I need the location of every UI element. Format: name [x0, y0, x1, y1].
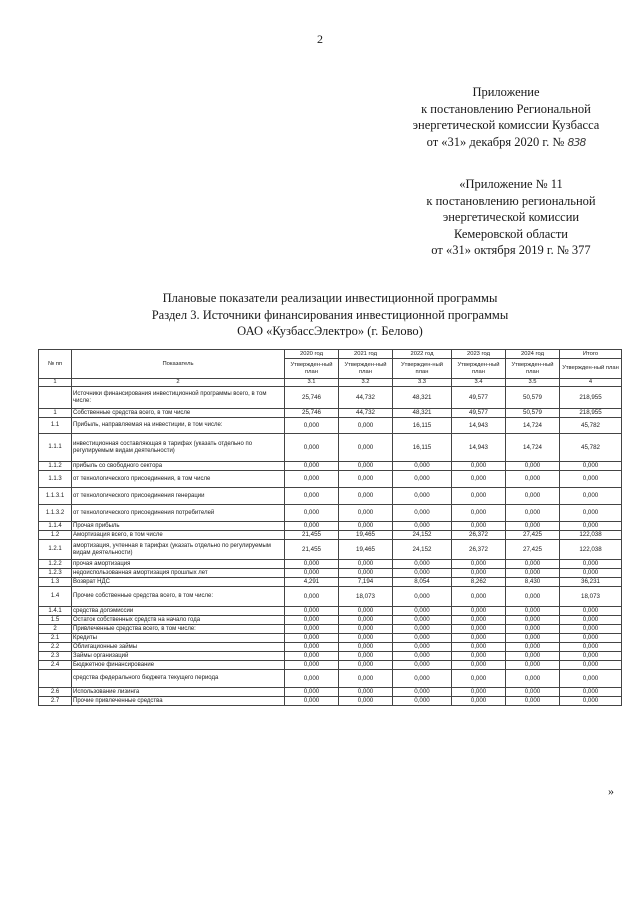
row-value: 0,000: [339, 569, 393, 578]
row-indicator: прочая амортизация: [72, 560, 285, 569]
row-value: 0,000: [393, 505, 452, 522]
row-value: 0,000: [393, 688, 452, 697]
header-approved: Утвержден-ный план: [452, 359, 506, 379]
row-value: 50,579: [506, 409, 560, 418]
row-value: 27,425: [506, 540, 560, 560]
row-value: 14,724: [506, 418, 560, 434]
row-value: 0,000: [452, 587, 506, 607]
row-value: 45,782: [560, 434, 622, 462]
row-value: 0,000: [393, 488, 452, 505]
row-value: 21,455: [285, 531, 339, 540]
row-value: 0,000: [393, 616, 452, 625]
row-value: 0,000: [506, 569, 560, 578]
table-row: [39, 652, 622, 661]
row-value: 0,000: [393, 670, 452, 688]
appendix-line: энергетической комиссии Кузбасса: [412, 118, 600, 132]
row-value: 0,000: [560, 569, 622, 578]
row-value: 0,000: [506, 471, 560, 488]
row-value: 0,000: [506, 643, 560, 652]
table-row: [39, 569, 622, 578]
row-value: 50,579: [506, 387, 560, 409]
row-number: 1.2.3: [39, 569, 72, 578]
row-value: 0,000: [393, 625, 452, 634]
row-value: 0,000: [452, 607, 506, 616]
row-value: 0,000: [506, 488, 560, 505]
row-value: 0,000: [285, 505, 339, 522]
row-value: 14,724: [506, 434, 560, 462]
row-number: 1.4.1: [39, 607, 72, 616]
row-value: 0,000: [393, 471, 452, 488]
table-row: [39, 560, 622, 569]
row-value: 0,000: [285, 488, 339, 505]
table-row: [39, 587, 622, 607]
row-value: 0,000: [285, 616, 339, 625]
row-value: 0,000: [393, 462, 452, 471]
row-number: 1.1.3.2: [39, 505, 72, 522]
row-value: 0,000: [339, 670, 393, 688]
row-indicator: Прибыль, направляемая на инвестиции, в том числе:: [72, 418, 285, 434]
table-row: [39, 661, 622, 670]
row-value: 18,073: [560, 587, 622, 607]
row-value: 0,000: [506, 634, 560, 643]
row-value: 8,262: [452, 578, 506, 587]
continuation-mark: »: [608, 784, 614, 798]
index-cell: 1: [39, 379, 72, 387]
row-value: 27,425: [506, 531, 560, 540]
row-number: 1.2.2: [39, 560, 72, 569]
row-value: 0,000: [393, 634, 452, 643]
row-value: 0,000: [452, 616, 506, 625]
appendix-line: Приложение: [472, 85, 540, 99]
row-value: 0,000: [452, 652, 506, 661]
row-value: 0,000: [560, 462, 622, 471]
row-value: 0,000: [393, 560, 452, 569]
table-row: [39, 578, 622, 587]
row-value: 0,000: [285, 434, 339, 462]
header-num: № пп: [39, 350, 72, 379]
table-row: [39, 505, 622, 522]
row-value: 0,000: [506, 560, 560, 569]
table-row: [39, 488, 622, 505]
index-cell: 3.2: [339, 379, 393, 387]
row-number: 1.3: [39, 578, 72, 587]
appendix-date: от «31» декабря 2020 г. №: [426, 134, 565, 149]
row-value: 0,000: [506, 688, 560, 697]
row-value: 25,746: [285, 387, 339, 409]
row-number: [39, 387, 72, 409]
row-number: 1.5: [39, 616, 72, 625]
row-value: 0,000: [285, 688, 339, 697]
row-number: 2.6: [39, 688, 72, 697]
row-number: 2.7: [39, 697, 72, 706]
row-value: 0,000: [339, 522, 393, 531]
row-value: 0,000: [339, 616, 393, 625]
row-value: 0,000: [339, 434, 393, 462]
row-value: 0,000: [339, 688, 393, 697]
handwritten-number: 838: [567, 135, 586, 149]
row-value: 0,000: [452, 697, 506, 706]
row-value: 14,943: [452, 434, 506, 462]
header-year: 2022 год: [393, 350, 452, 359]
row-value: 0,000: [285, 471, 339, 488]
header-name: Показатель: [72, 350, 285, 379]
row-indicator: прибыль со свободного сектора: [72, 462, 285, 471]
index-cell: 3.5: [506, 379, 560, 387]
document-title: [40, 290, 620, 340]
row-number: 2.3: [39, 652, 72, 661]
row-value: 0,000: [339, 607, 393, 616]
row-value: 26,372: [452, 540, 506, 560]
row-indicator: Привлеченные средства всего, в том числе:: [72, 625, 285, 634]
table-row: [39, 434, 622, 462]
row-value: 0,000: [506, 670, 560, 688]
row-number: 1.1.3.1: [39, 488, 72, 505]
row-number: 1.1: [39, 418, 72, 434]
row-value: 0,000: [506, 522, 560, 531]
header-approved: Утвержден-ный план: [339, 359, 393, 379]
row-value: 0,000: [560, 522, 622, 531]
row-value: 0,000: [285, 652, 339, 661]
row-value: 0,000: [393, 522, 452, 531]
header-year: 2024 год: [506, 350, 560, 359]
row-value: 0,000: [452, 462, 506, 471]
row-indicator: Использование лизинга: [72, 688, 285, 697]
row-number: 1.4: [39, 587, 72, 607]
row-value: 0,000: [339, 697, 393, 706]
table-row: [39, 409, 622, 418]
row-value: 0,000: [452, 625, 506, 634]
row-value: 0,000: [339, 462, 393, 471]
title-line: Раздел 3. Источники финансирования инвестиционной программы: [151, 307, 509, 322]
row-indicator: Бюджетное финансирование: [72, 661, 285, 670]
previous-appendix-line: Кемеровской области: [453, 226, 569, 241]
row-value: 0,000: [452, 670, 506, 688]
row-indicator: от технологического присоединения, в том числе: [72, 471, 285, 488]
row-value: 0,000: [285, 587, 339, 607]
row-value: 36,231: [560, 578, 622, 587]
row-value: 0,000: [506, 587, 560, 607]
row-value: 45,782: [560, 418, 622, 434]
row-value: 0,000: [452, 560, 506, 569]
row-value: 0,000: [339, 560, 393, 569]
row-value: 14,943: [452, 418, 506, 434]
row-value: 0,000: [560, 670, 622, 688]
row-value: 122,038: [560, 531, 622, 540]
table-row: [39, 688, 622, 697]
row-value: 0,000: [452, 569, 506, 578]
row-number: 2.1: [39, 634, 72, 643]
row-value: 0,000: [560, 652, 622, 661]
row-value: 0,000: [560, 616, 622, 625]
row-value: 0,000: [393, 569, 452, 578]
row-number: 2.2: [39, 643, 72, 652]
row-indicator: средства допэмиссии: [72, 607, 285, 616]
row-indicator: от технологического присоединения генерации: [72, 488, 285, 505]
appendix-date-line: [380, 134, 632, 151]
row-number: 1: [39, 409, 72, 418]
row-value: 0,000: [506, 697, 560, 706]
header-approved: Утвержден-ный план: [506, 359, 560, 379]
row-value: 24,152: [393, 540, 452, 560]
row-indicator: Источники финансирования инвестиционной программы всего, в том числе:: [72, 387, 285, 409]
row-value: 0,000: [506, 616, 560, 625]
row-value: 0,000: [285, 634, 339, 643]
row-value: 0,000: [506, 652, 560, 661]
row-value: 49,577: [452, 409, 506, 418]
row-value: 8,430: [506, 578, 560, 587]
previous-appendix-line: к постановлению региональной: [426, 193, 596, 208]
row-value: 0,000: [560, 505, 622, 522]
table-row: [39, 670, 622, 688]
index-cell: 3.4: [452, 379, 506, 387]
row-number: 1.2.1: [39, 540, 72, 560]
row-value: 48,321: [393, 387, 452, 409]
row-value: 0,000: [452, 471, 506, 488]
row-indicator: Остаток собственных средств на начало года: [72, 616, 285, 625]
row-value: 24,152: [393, 531, 452, 540]
row-value: 0,000: [285, 560, 339, 569]
row-number: [39, 670, 72, 688]
row-value: 0,000: [339, 625, 393, 634]
row-value: 0,000: [560, 634, 622, 643]
row-value: 0,000: [285, 643, 339, 652]
header-approved: Утвержден-ный план: [393, 359, 452, 379]
row-value: 0,000: [339, 643, 393, 652]
row-value: 0,000: [285, 522, 339, 531]
table-row: [39, 697, 622, 706]
table-row: [39, 540, 622, 560]
row-indicator: Собственные средства всего, в том числе: [72, 409, 285, 418]
row-value: 0,000: [339, 471, 393, 488]
row-value: 18,073: [339, 587, 393, 607]
header-approved: Утвержден-ный план: [285, 359, 339, 379]
table-row: [39, 634, 622, 643]
row-number: 1.1.2: [39, 462, 72, 471]
row-value: 0,000: [339, 505, 393, 522]
row-number: 1.1.1: [39, 434, 72, 462]
index-cell: 4: [560, 379, 622, 387]
header-year: 2023 год: [452, 350, 506, 359]
header-approved: Утвержден-ный план: [560, 359, 622, 379]
row-value: 0,000: [452, 634, 506, 643]
row-value: 25,746: [285, 409, 339, 418]
row-value: 0,000: [560, 643, 622, 652]
row-value: 48,321: [393, 409, 452, 418]
row-value: 0,000: [560, 560, 622, 569]
row-value: 0,000: [560, 688, 622, 697]
header-year: 2020 год: [285, 350, 339, 359]
row-number: 2.4: [39, 661, 72, 670]
row-value: 0,000: [506, 607, 560, 616]
row-value: 0,000: [393, 661, 452, 670]
row-indicator: средства федерального бюджета текущего периода: [72, 670, 285, 688]
row-number: 1.2: [39, 531, 72, 540]
row-value: 16,115: [393, 434, 452, 462]
row-value: 0,000: [452, 488, 506, 505]
row-value: 0,000: [452, 661, 506, 670]
row-value: 0,000: [285, 697, 339, 706]
row-value: 0,000: [452, 643, 506, 652]
appendix-line: к постановлению Региональной: [421, 101, 591, 116]
row-value: 0,000: [285, 569, 339, 578]
row-number: 1.1.4: [39, 522, 72, 531]
row-indicator: недоиспользованная амортизация прошлых лет: [72, 569, 285, 578]
table-row: [39, 462, 622, 471]
row-value: 0,000: [506, 625, 560, 634]
table-row: [39, 607, 622, 616]
row-number: 1.1.3: [39, 471, 72, 488]
row-value: 0,000: [506, 661, 560, 670]
index-cell: 3.3: [393, 379, 452, 387]
table-row: [39, 418, 622, 434]
row-value: 0,000: [452, 522, 506, 531]
table-row: [39, 522, 622, 531]
row-value: 0,000: [285, 625, 339, 634]
row-value: 49,577: [452, 387, 506, 409]
row-value: 21,455: [285, 540, 339, 560]
row-value: 218,955: [560, 387, 622, 409]
table-row: [39, 387, 622, 409]
row-value: 4,291: [285, 578, 339, 587]
row-value: 19,465: [339, 531, 393, 540]
row-value: 0,000: [506, 462, 560, 471]
row-indicator: от технологического присоединения потребителей: [72, 505, 285, 522]
row-indicator: Прочие собственные средства всего, в том числе:: [72, 587, 285, 607]
row-indicator: Амортизация всего, в том числе: [72, 531, 285, 540]
row-indicator: Прочие привлеченные средства: [72, 697, 285, 706]
row-indicator: Прочая прибыль: [72, 522, 285, 531]
row-value: 16,115: [393, 418, 452, 434]
title-line: Плановые показатели реализации инвестиционной программы: [162, 291, 498, 305]
row-value: 122,038: [560, 540, 622, 560]
row-value: 0,000: [452, 688, 506, 697]
table-row: [39, 531, 622, 540]
row-value: 0,000: [339, 418, 393, 434]
index-cell: 2: [72, 379, 285, 387]
previous-appendix-block: [390, 176, 632, 259]
table-row: [39, 643, 622, 652]
row-value: 8,054: [393, 578, 452, 587]
row-indicator: инвестиционная составляющая в тарифах (указать отдельно по регулируемым видам деятельности): [72, 434, 285, 462]
financing-table: [38, 349, 622, 706]
row-value: 19,465: [339, 540, 393, 560]
row-value: 0,000: [393, 643, 452, 652]
row-value: 0,000: [285, 418, 339, 434]
row-value: 0,000: [285, 607, 339, 616]
row-indicator: амортизация, учтенная в тарифах (указать отдельно по регулируемым видам деятельности): [72, 540, 285, 560]
row-value: 0,000: [285, 661, 339, 670]
table-row: [39, 616, 622, 625]
page-number: 2: [317, 32, 323, 46]
row-value: 0,000: [339, 488, 393, 505]
title-line: ОАО «КузбассЭлектро» (г. Белово): [237, 324, 423, 338]
row-value: 0,000: [339, 652, 393, 661]
row-value: 0,000: [285, 670, 339, 688]
row-value: 7,194: [339, 578, 393, 587]
row-value: 26,372: [452, 531, 506, 540]
row-indicator: Облигационные займы: [72, 643, 285, 652]
row-value: 0,000: [393, 652, 452, 661]
row-value: 0,000: [393, 607, 452, 616]
index-cell: 3.1: [285, 379, 339, 387]
previous-appendix-line: «Приложение № 11: [459, 177, 563, 191]
row-value: 0,000: [339, 634, 393, 643]
row-value: 0,000: [452, 505, 506, 522]
row-indicator: Займы организаций: [72, 652, 285, 661]
appendix-block: [380, 84, 632, 150]
row-value: 218,955: [560, 409, 622, 418]
row-value: 0,000: [339, 661, 393, 670]
row-value: 0,000: [560, 697, 622, 706]
row-value: 0,000: [393, 697, 452, 706]
row-number: 2: [39, 625, 72, 634]
header-year: Итого: [560, 350, 622, 359]
table-row: [39, 471, 622, 488]
previous-appendix-line: энергетической комиссии: [442, 210, 580, 224]
row-value: 0,000: [560, 607, 622, 616]
row-value: 0,000: [560, 488, 622, 505]
row-value: 0,000: [560, 661, 622, 670]
row-value: 0,000: [393, 587, 452, 607]
row-indicator: Возврат НДС: [72, 578, 285, 587]
row-value: 44,732: [339, 409, 393, 418]
previous-appendix-line: от «31» октября 2019 г. № 377: [431, 243, 591, 257]
header-year: 2021 год: [339, 350, 393, 359]
row-value: 0,000: [285, 462, 339, 471]
row-value: 0,000: [506, 505, 560, 522]
row-value: 0,000: [560, 471, 622, 488]
row-value: 44,732: [339, 387, 393, 409]
row-indicator: Кредиты: [72, 634, 285, 643]
row-value: 0,000: [560, 625, 622, 634]
table-row: [39, 625, 622, 634]
